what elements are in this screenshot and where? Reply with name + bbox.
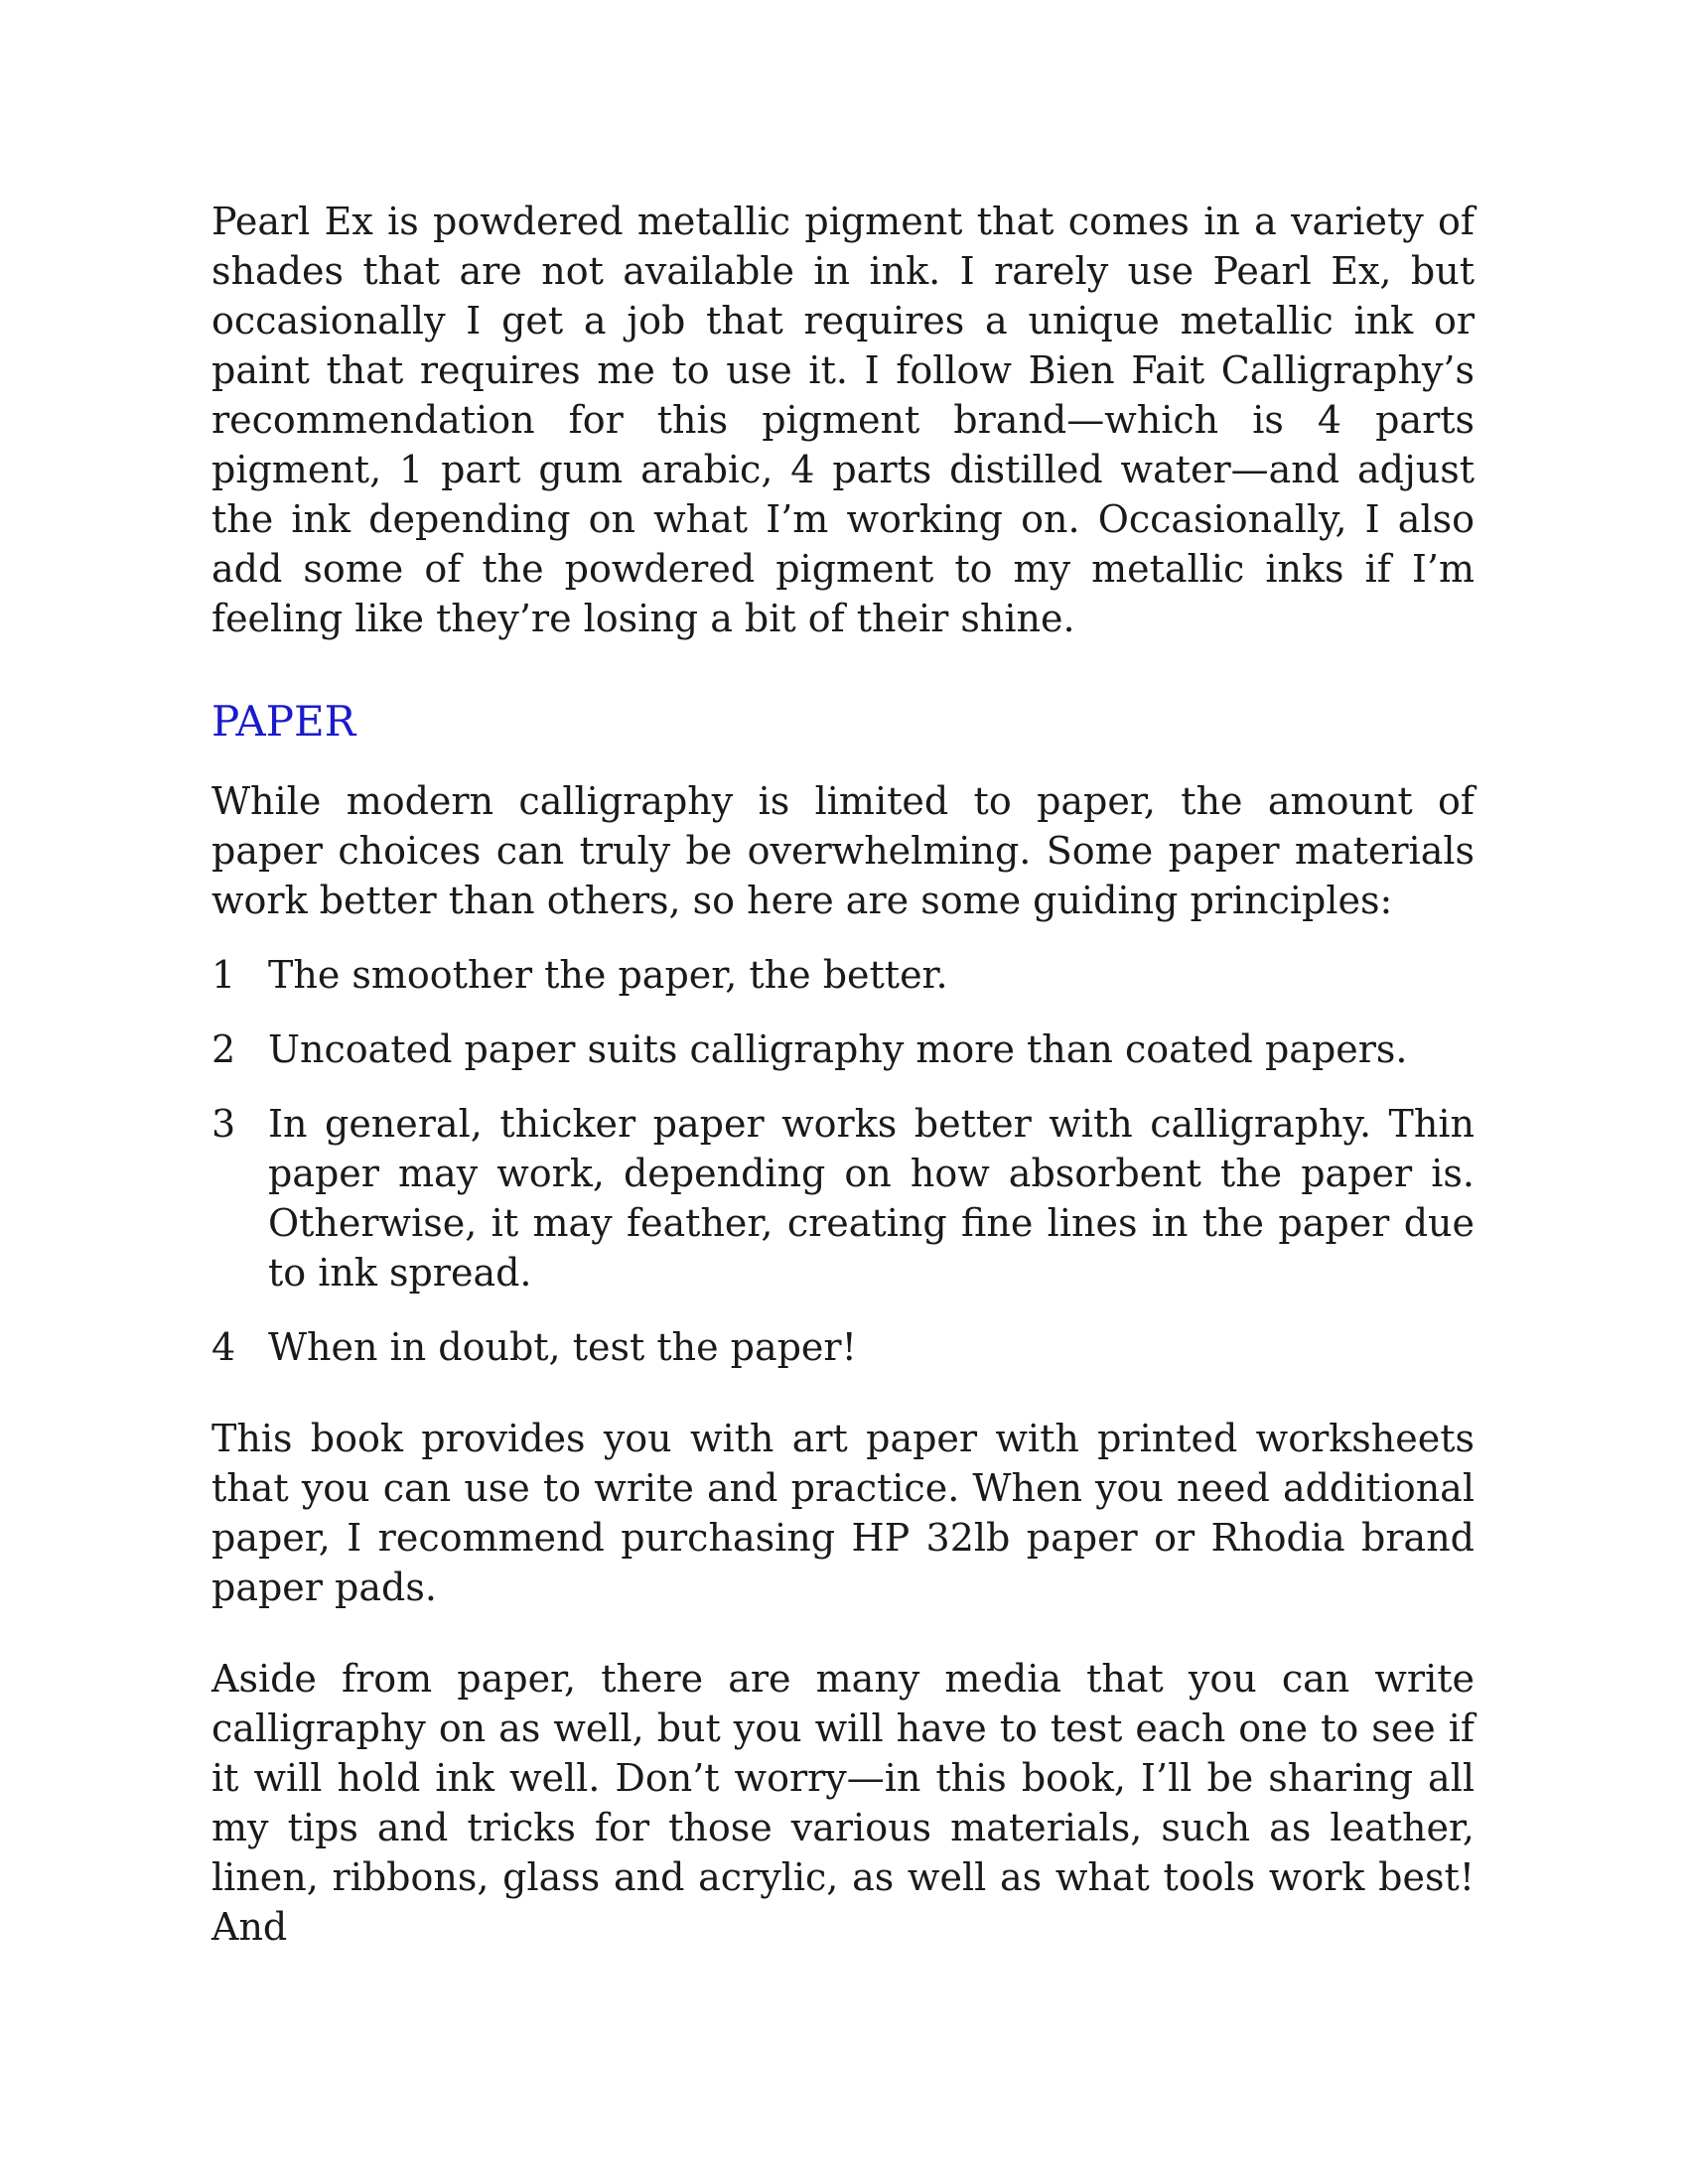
list-item-text: When in doubt, test the paper! — [268, 1325, 857, 1369]
pearl-ex-paragraph: Pearl Ex is powdered metallic pigment that comes in a variety of shades that are not available in ink. I rarely use Pearl Ex, but occasionally I get a job that requires a unique metallic ink or paint that requires me to use it. I follow Bien Fait Calligraphy’s recommendation for this pigment brand—which is 4 parts pigment, 1 part gum arabic, 4 parts distilled water—and adjust the ink depending on what I’m working on. Occasionally, I also add some of the powdered pigment to my metallic inks if I’m feeling like they’re losing a bit of their shine. — [211, 200, 1475, 640]
list-item-number: 4 — [211, 1325, 236, 1369]
list-item-number: 1 — [211, 953, 236, 997]
list-item — [211, 1024, 1475, 1074]
other-media-paragraph: Aside from paper, there are many media that you can write calligraphy on as well, but you will have to test each one to see if it will hold ink well. Don’t worry—in this book, I’ll be sharing all my tips and tricks for those various materials, such as leather, linen, ribbons, glass and acrylic, as well as what tools work best! And — [211, 1657, 1475, 1949]
guiding-principles-list — [211, 950, 1475, 1372]
book-page — [211, 197, 1475, 1952]
list-item — [211, 1322, 1475, 1372]
list-item-text: Uncoated paper suits calligraphy more than coated papers. — [268, 1027, 1408, 1071]
section-heading-paper: PAPER — [211, 697, 356, 746]
art-paper-paragraph: This book provides you with art paper with printed worksheets that you can use to write and practice. When you need additional paper, I recommend purchasing HP 32lb paper or Rhodia brand paper pads. — [211, 1417, 1475, 1609]
list-item-text: In general, thicker paper works better with calligraphy. Thin paper may work, depending on how absorbent the paper is. Otherwise, it may feather, creating fine lines in the paper due to ink spread. — [268, 1102, 1475, 1295]
list-item-number: 3 — [211, 1102, 236, 1146]
list-item-text: The smoother the paper, the better. — [268, 953, 948, 997]
list-item-number: 2 — [211, 1027, 236, 1071]
paper-intro-paragraph: While modern calligraphy is limited to paper, the amount of paper choices can truly be overwhelming. Some paper materials work better than others, so here are some guiding principles: — [211, 779, 1475, 922]
list-item — [211, 1099, 1475, 1297]
list-item — [211, 950, 1475, 1000]
